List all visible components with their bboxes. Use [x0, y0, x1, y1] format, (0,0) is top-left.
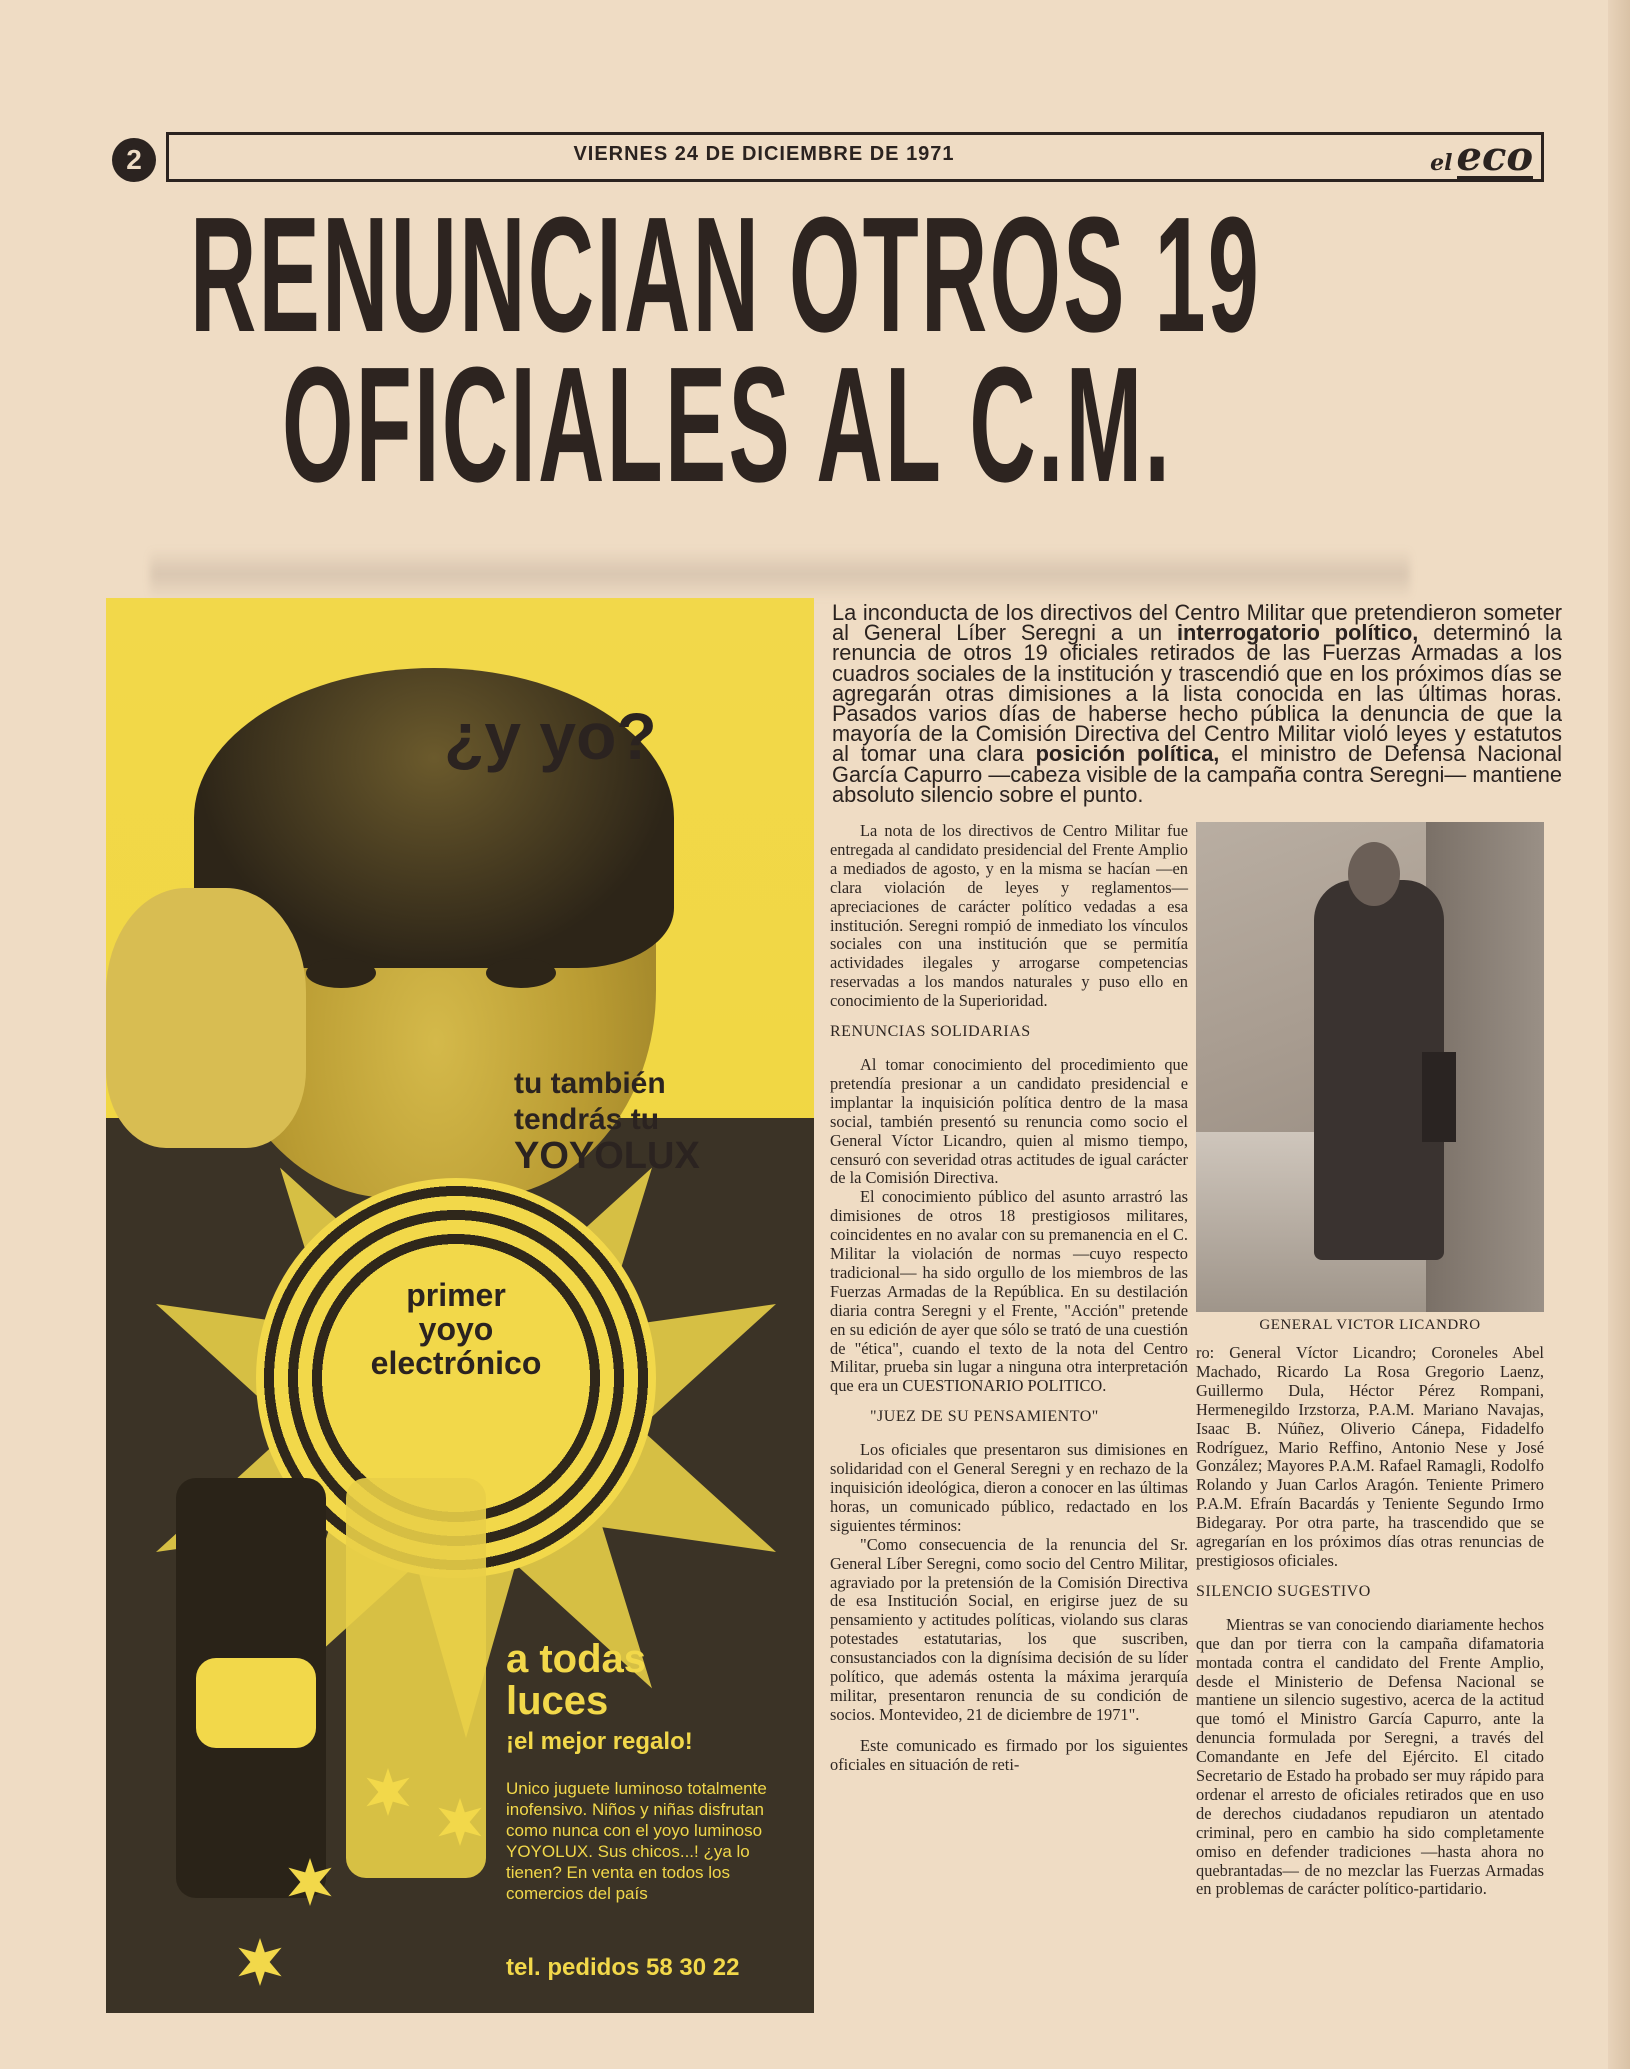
newspaper-logo — [1430, 133, 1533, 180]
page-number: 2 — [112, 138, 156, 182]
yoyolux-advertisement — [106, 598, 814, 2013]
headline-line-1: RENUNCIAN OTROS 19 — [190, 183, 1262, 366]
article-paragraph: Este comunicado es firmado por los siguientes oficiales en situación de reti- — [830, 1735, 1188, 1774]
photo-man-head — [1348, 842, 1400, 906]
article-lead — [832, 600, 1562, 807]
article-paragraph: "Como consecuencia de la renuncia del Sr. General Líber Seregni, como socio del Centro Militar, agraviado por la pretensión de la Comisión Directiva de esa Institución Social, en erigirse juez de su pensamiento y actitudes políticas, violando sus claras potestades estatutarias, los que suscriben, consustanciados con la dignísima decisión de su líder político, que además ostenta la máxima jerarquía militar, presentaron renuncia de su condición de socios. Montevideo, 21 de diciembre de 1971". — [830, 1534, 1188, 1724]
lead-bold-2: posición política, — [1035, 741, 1220, 767]
bleed-through-shadow — [150, 548, 1410, 600]
headline — [190, 183, 1480, 516]
ad-ring-line-3: electrónico — [370, 1345, 542, 1381]
subheading-renuncias: RENUNCIAS SOLIDARIAS — [830, 1023, 1031, 1041]
licandro-photo — [1196, 822, 1544, 1312]
ad-phone: tel. pedidos 58 30 22 — [506, 1954, 740, 1981]
ad-slogan-2: luces — [506, 1679, 609, 1723]
photo-folder — [1422, 1052, 1456, 1142]
ad-eye-left — [306, 958, 376, 988]
logo-prefix: el — [1430, 150, 1453, 176]
ad-tagline-2: tendrás tu — [514, 1103, 660, 1136]
paper-edge — [1608, 0, 1630, 2069]
article-paragraph: La nota de los directivos de Centro Militar fue entregada al candidato presidencial del Frente Amplio a mediados de agosto, y en la misma se hacían —en clara violación de leyes y reglamentos— apreciaciones de carácter político vedadas a esa institución. Seregni rompió de inmediato los vínculos sociales con una institución que se permitía actividades ilegales y arrogarse competencias reservadas a los mandos naturales y puso ello en conocimiento de la Superioridad. — [830, 821, 1188, 1011]
ad-boy-shorts — [196, 1658, 316, 1748]
ad-ring-line-1: primer — [406, 1277, 506, 1313]
subheading-silencio: SILENCIO SUGESTIVO — [1196, 1582, 1371, 1600]
logo-name: eco — [1456, 133, 1533, 180]
headline-line-2: OFICIALES AL C.M. — [282, 333, 1173, 516]
article-column-2 — [1196, 1344, 1544, 1899]
lead-text-2: determinó la renuncia de otros 19 oficiales retirados de las Fuerzas Armadas a los cuadros sociales de la institución y trascendió que en los próximos días se agregarán otras dimisiones a la lista conocida en las últimas horas. Pasados varios días de haberse hecho pública la denuncia de que la mayoría de la Comisión Directiva del Centro Militar violó leyes y estatutos al tomar una clara — [832, 620, 1562, 767]
issue-date: VIERNES 24 DE DICIEMBRE DE 1971 — [573, 143, 955, 165]
ad-tagline — [514, 1066, 700, 1177]
ad-eye-right — [486, 958, 556, 988]
article-paragraph: El conocimiento público del asunto arrastró las dimisiones de otros 18 prestigiosos militares, coincidentes en no avalar con su premanencia en el C. Militar la violación de normas —cuyo respecto tradicional— ha sido orgullo de los miembros de las Fuerzas Armadas de la República. En su destilación diaria contra Seregni y el Frente, "Acción" pretende en su edición de ayer que sólo se trató de una cuestión de "ética", cuando el texto de la nota del Centro Militar, prueba sin lugar a ninguna otra interpretación que era un CUESTIONARIO POLITICO. — [830, 1187, 1188, 1396]
ad-ring-text — [256, 1278, 656, 1380]
ad-question: ¿y yo? — [444, 699, 657, 773]
article-column-1 — [830, 822, 1188, 1775]
lead-text-3: el ministro de Defensa Nacional García Capurro —cabeza visible de la campaña contra Seregni— mantiene absoluto silencio sobre el punto. — [832, 741, 1562, 807]
ad-brand: YOYOLUX — [514, 1135, 700, 1177]
ad-slogan-1: a todas — [506, 1637, 647, 1681]
ad-description: Unico juguete luminoso totalmente inofensivo. Niños y niñas disfrutan como nunca con el yoyo luminoso YOYOLUX. Sus chicos...! ¿ya lo tienen? En venta en todos los comercios del país — [506, 1779, 767, 1903]
ad-gift: ¡el mejor regalo! — [506, 1728, 693, 1755]
ad-slogan — [506, 1638, 646, 1722]
article-paragraph: Al tomar conocimiento del procedimiento que pretendía presionar a un candidato presidencial e implantar la inquisición política dentro de la masa social, también presentó su renuncia como socio el General Víctor Licandro, quien al mismo tiempo, censuró con severidad otras actitudes de igual carácter de la Comisión Directiva. — [830, 1054, 1188, 1188]
lead-bold-1: interrogatorio político, — [1177, 620, 1419, 646]
lead-text-1: La inconducta de los directivos del Centro Militar que pretendieron someter al General Líber Seregni a un — [832, 600, 1562, 646]
masthead-bar — [166, 132, 1544, 182]
ad-tagline-1: tu también — [514, 1067, 666, 1100]
article-paragraph: ro: General Víctor Licandro; Coroneles Abel Machado, Ricardo La Rosa Gregorio Laenz, Guillermo Dula, Héctor Pérez Rompani, Hermenegildo Irzstorza, P.A.M. Mariano Navajas, Isaac B. Núñez, Oliverio Cánepa, Fidadelfo Rodríguez, Mario Reffino, Antonio Nese y José González; Mayores P.A.M. Rafael Ramagli, Rodolfo Rolando y Juan Carlos Aragón. Teniente Primero P.A.M. Efraín Bacardás y Teniente Segundo Irmo Bidegaray. Por otra parte, ha trascendido que se agregarían en los próximos días otras renuncias de prestigiosos oficiales. — [1196, 1343, 1544, 1570]
ad-ring-line-2: yoyo — [418, 1311, 494, 1347]
article-paragraph: Mientras se van conociendo diariamente hechos que dan por tierra con la campaña difamatoria montada contra el candidato del Frente Amplio, desde el Ministerio de Defensa Nacional se mantiene un silencio sugestivo, acerca de la actitud que tomó el Ministro García Capurro, ante la denuncia formulada por Seregni, a través del Comandante en Jefe del Ejército. El citado Secretario de Estado ha probado ser muy rápido para ordenar el arresto de oficiales retirados que en uso de derechos ciudadanos repudiaron un atentado criminal, pero en cambio ha sido completamente omiso en defender tradiciones —hasta ahora no quebrantadas— de no mezclar las Fuerzas Armadas en problemas de carácter político-partidario. — [1196, 1614, 1544, 1899]
ad-child-hand — [106, 888, 306, 1148]
photo-caption: GENERAL VICTOR LICANDRO — [1259, 1317, 1481, 1333]
subheading-juez: "JUEZ DE SU PENSAMIENTO" — [870, 1408, 1099, 1426]
article-paragraph: Los oficiales que presentaron sus dimisiones en solidaridad con el General Seregni y en rechazo de la inquisición ideológica, dieron a conocer en las últimas horas, un comunicado público, redactado en los siguientes términos: — [830, 1440, 1188, 1535]
